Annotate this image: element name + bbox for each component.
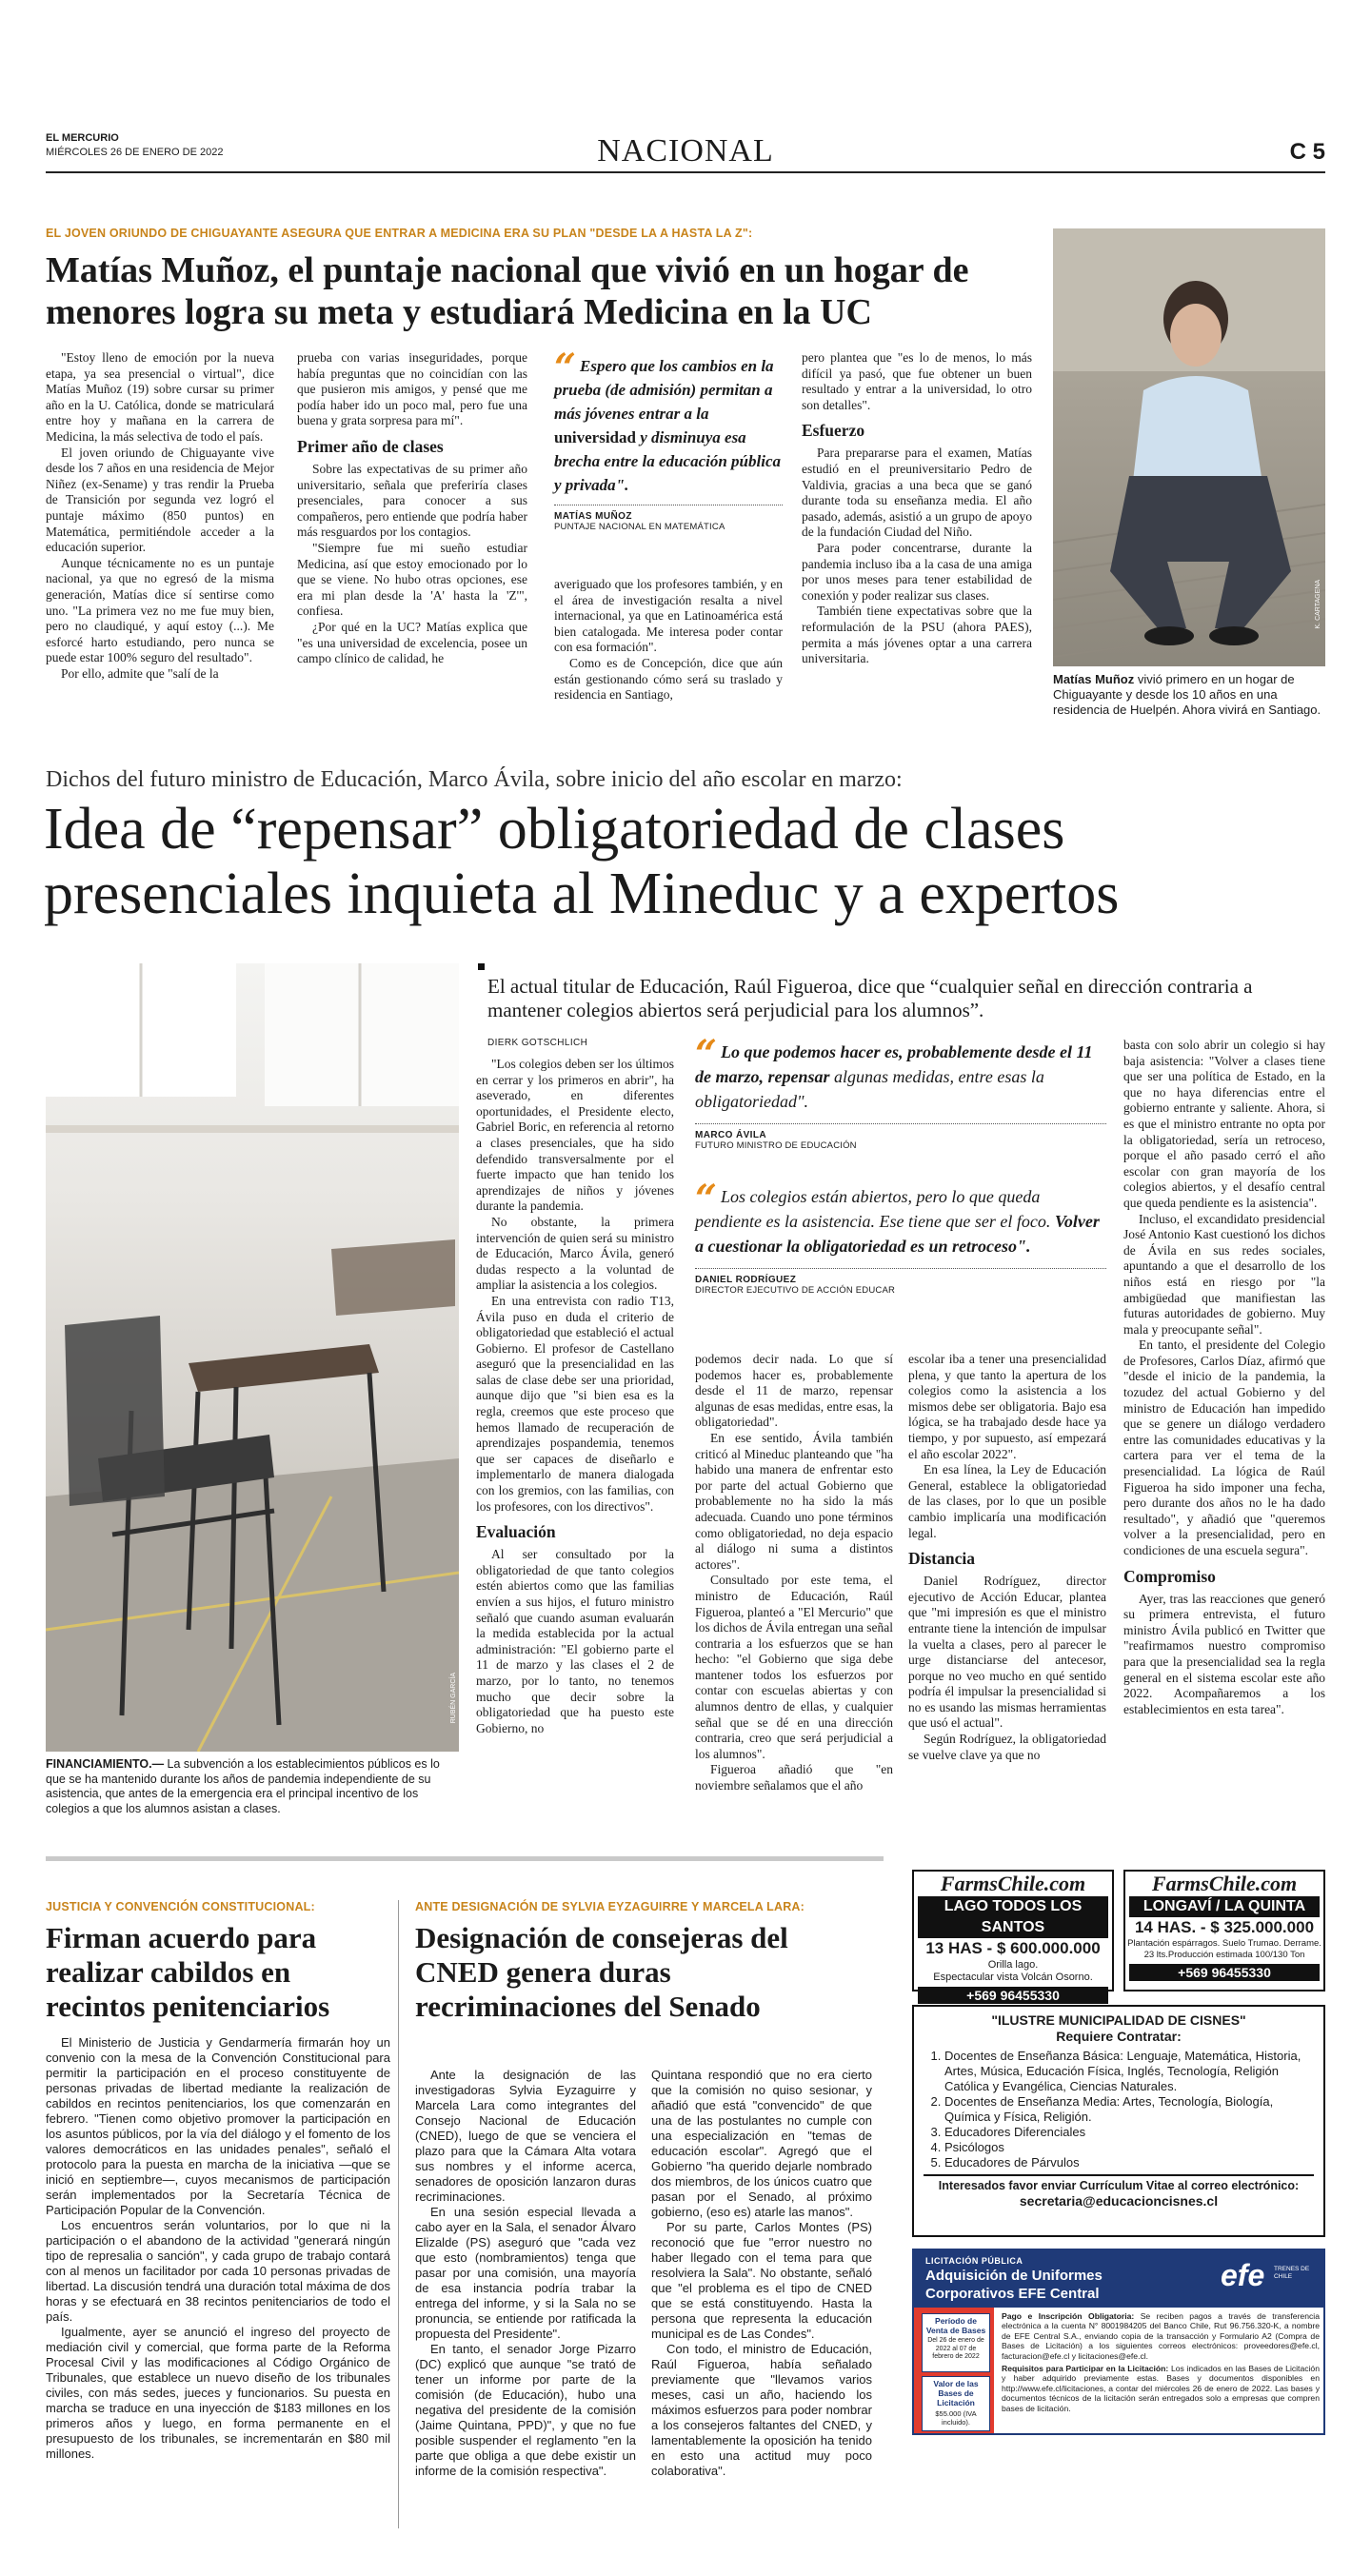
story2-byline: DIERK GOTSCHLICH bbox=[487, 1038, 588, 1048]
story1-col3: averiguado que los profesores también, y en el área de investigación resalta a nivel internacional, ya que en Latinoamérica está bien catalogada. Me interesa poder contar con esa formación". Como es de Concepción, dice que aún están gestionando cómo será su traslado y residencia en Santiago, bbox=[554, 577, 783, 703]
story4-col1: Ante la designación de las investigadoras Sylvia Eyzaguirre y Marcela Lara como integrantes del Consejo Nacional de Educación (CNED), luego de que se venciera el plazo para que la Cámara Alta votara sus nombres y el informe acerca, senadores de oposición lanzaron duras recriminaciones. En una sesión especial llevada a cabo ayer en la Sala, el senador Álvaro Elizalde (PS) aseguró que "cada vez que esto (nombramientos) tenga que pasar por una comisión, una mayoría de esa instancia podría trabar la entrega del informe, y si la Sala no se pronuncia, se entiende por ratificada la propuesta del Presidente". En tanto, el senador Jorge Pizarro (DC) explicó que aunque "se trató de tener un informe por parte de la comisión (de Educación), hubo una negativa del presidente de la comisión (Jaime Quintana, PPD)", y que no fue posible suspender el reglamento "en la parte que obliga a que debe existir un informe de la comisión respectiva". bbox=[415, 2068, 636, 2478]
column-divider bbox=[398, 1900, 399, 2528]
bullet-dot bbox=[478, 963, 485, 970]
story2-subhead-distancia: Distancia bbox=[908, 1549, 975, 1569]
story1-col2: prueba con varias inseguridades, porque había preguntas que no coincidían con las que pusieron mis amigos, y pensé que me podía haber ido un poco mal, pero fue una buena y grata sorpresa para mí". Primer año de clases Sobre las expectativas de su primer año universitario, señala que preferiría clases presenciales, para conocer a sus compañeros, pero entiende que podría haber más resguardos por los contagios. "Siempre fue mi sueño estudiar Medicina, así que estoy emocionado por lo que se viene. No hubo otras opciones, ese era mi plan desde la 'A' hasta la 'Z'", confiesa. ¿Por qué en la UC? Matías explica que "es una universidad de excelencia, posee un campo clínico de calidad, he bbox=[297, 350, 527, 666]
ad-phone: +569 96455330 bbox=[1129, 1964, 1320, 1981]
story3-kicker: JUSTICIA Y CONVENCIÓN CONSTITUCIONAL: bbox=[46, 1900, 315, 1913]
story1-pullquote: “ Espero que los cambios en la prueba (de admisión) permitan a más jóvenes entrar a la universidad y disminuya esa brecha entre la educación pública y privada". MATÍAS MUÑOZ PUNTAJE NACIONAL EN MATEMÁTICA bbox=[554, 354, 783, 532]
quote-mark-icon: “ bbox=[695, 1032, 718, 1077]
ad-price: 14 HAS. - $ 325.000.000 bbox=[1134, 1918, 1315, 1936]
story1-kicker: EL JOVEN ORIUNDO DE CHIGUAYANTE ASEGURA QUE ENTRAR A MEDICINA ERA SU PLAN "DESDE LA A HASTA LA Z": bbox=[46, 227, 753, 240]
masthead-rule bbox=[46, 171, 1325, 173]
story1-col1: "Estoy lleno de emoción por la nueva etapa, ya sea presencial o virtual", dice Matías Muñoz (19) sobre cursar su primer año en la U. Católica, donde se matriculará entre hoy y mañana en la carrera de Medicina, la más selectiva de todo el país. El joven oriundo de Chiguayante vive desde los 7 años en una residencia de Mejor Niñez (ex-Sename) y tras rendir la Prueba de Transición por segunda vez logró el puntaje máximo (850 puntos) en Matemática, permitiéndole acceder a la educación superior. Aunque técnicamente no es un puntaje nacional, ya que no egresó de la misma generación, Matías dice sí sentirse como uno. "La primera vez no me fue muy bien, pero no claudiqué, y aquí estoy (...). Me esforcé harto estudiando, pero nunca se puede estar 100% seguro del resultado". Por ello, admite que "salí de la bbox=[46, 350, 274, 681]
story2-caption: FINANCIAMIENTO.— La subvención a los establecimientos públicos es lo que se ha mantenido durante los años de pandemia independiente de su asistencia, que antes de la emergencia era el principal incentivo de los colegios a que los alumnos asistan a clases. bbox=[46, 1757, 440, 1815]
story2-subhead-compromiso: Compromiso bbox=[1123, 1566, 1216, 1586]
ad-farms-longavi: FarmsChile.com LONGAVÍ / LA QUINTA 14 HAS. - $ 325.000.000 Plantación espárragos. Suelo Trumao. Derrame. 23 lts.Producción estimada 100/130 Ton +569 96455330 bbox=[1123, 1870, 1325, 1991]
ad-brand: FarmsChile.com bbox=[1151, 1872, 1298, 1895]
quote-mark-icon: “ bbox=[554, 346, 577, 390]
story2-col2: podemos decir nada. Lo que sí podemos hacer es, probablemente desde el 11 de marzo, repensar algunas de esas medidas, entre esas, la obligatoriedad". En ese sentido, Ávila también criticó al Mineduc planteando que "ha habido una manera de enfrentar esto por parte del actual Gobierno que probablemente no ha sido la más adecuada. Cuando uno pone términos como obligatoriedad, no deja espacio al diálogo ni suma a distintos actores". Consultado por este tema, el ministro de Educación, Raúl Figueroa, planteó a "El Mercurio" que los dichos de Ávila entregan una señal contraria a los esfuerzos que se han hecho: "el Gobierno que siga debe mantener todos los esfuerzos por contar con escuelas abiertas y con alumnos dentro de ellas, y cualquier señal que se dé en una dirección contraria, creo que será perjudicial a los alumnos". Figueroa añadió que "en noviembre señalamos que el año bbox=[695, 1352, 893, 1793]
quote-source-name: MARCO ÁVILA bbox=[695, 1130, 766, 1140]
story4-col2: Quintana respondió que no era cierto que la comisión no quiso sesionar, y añadió que está "convencido" de que una de las postulantes no cumple con una especialización en "temas de educación escolar". Agregó que el Gobierno "ha querido dejarle nombrado dos miembros, de los únicos cuatro que pasan por el Senado, al próximo gobierno, (eso es) atarle las manos". Por su parte, Carlos Montes (PS) reconoció que fue "error nuestro no haber llegado con el tema para que resolviera la Sala". No obstante, señaló que "el problema es el tipo de CNED que se está constituyendo. Hasta la persona que representa la educación municipal es de Las Condes". Con todo, el ministro de Educación, Raúl Figueroa, había señalado previamente que "llevamos varios meses, casi un año, haciendo los máximos esfuerzos para poder nombrar a los consejeros faltantes del CNED, y lamentablemente la oposición ha tenido en esto una actitud muy poco colaborativa". bbox=[651, 2068, 872, 2478]
story2-col3: escolar iba a tener una presencialidad plena, y que tanto la apertura de los colegios como la asistencia a los mismos debe ser obligatoria. Bajo esa lógica, se ha trabajado desde hace ya tiempo, y por supuesto, así empezará el año escolar 2022". En esa línea, la Ley de Educación General, establece la obligatoriedad de las clases, por lo que un posible cambio implicaría una modificación legal. Distancia Daniel Rodríguez, director ejecutivo de Acción Educar, plantea que "mi impresión es que el ministro entrante tiene la intención de impulsar la vuelta a clases, pero al parecer le urge distanciarse del antecesor, porque no veo mucho en qué sentido podría él impulsar la presencialidad si no es usando las mismas herramientas que usó el actual". Según Rodríguez, la obligatoriedad se vuelve clave ya que no bbox=[908, 1352, 1106, 1762]
story1-photo bbox=[1053, 228, 1325, 666]
story2-headline-line1: Idea de “repensar” obligatoriedad de clases bbox=[44, 797, 1065, 862]
ad-title: LAGO TODOS LOS SANTOS bbox=[918, 1896, 1108, 1938]
story2-subdeck: El actual titular de Educación, Raúl Figueroa, dice que “cualquier señal en dirección contraria a mantener colegios abiertos será perjudicial para los alumnos”. bbox=[487, 975, 1253, 1021]
efe-box-periodo: Período de Venta de Bases Del 26 de enero de 2022 al 07 de febrero de 2022 bbox=[922, 2313, 990, 2372]
ad-efe-licitacion: LICITACIÓN PÚBLICA Adquisición de Uniformes Corporativos EFE Central efe TRENES DE CHILE Período de Venta de Bases Del 26 de enero de 2022 al 07 de febrero de 2022 Valor de las Bases de Licitación $55.000 (IVA incluido). Pago e Inscripción Obligatoria: Se reciben pagos a través de transferencia electrónica a la cuenta N° 8001984205 del Banco Chile, Rut 96.756.320-K, a nombre de EFE Central S.A., enviando copia de la transacción y Formulario A2 (Compra de Bases de Licitación) a los siguientes correos electrónicos: proveedores@efe.cl, facturacion@efe.cl y licitaciones@efe.cl. Requisitos para Participar en la Licitación: Los indicados en las Bases de Licitación y haber adquirido previamente estas. Bases y documentos disponibles en http://www.efe.cl/licitaciones, a contar del miércoles 26 de enero de 2022. Las bases y documentos técnicos de la licitación serán entregados solo a empresas que compren bases de licitación. bbox=[912, 2249, 1325, 2435]
story1-subhead-primer: Primer año de clases bbox=[297, 436, 444, 456]
ad-municipalidad-cisnes: "ILUSTRE MUNICIPALIDAD DE CISNES" Requiere Contratar: 1. Docentes de Enseñanza Básica: Lenguaje, Matemática, Historia, Artes, Música, Educación Física, Inglés, Tecnología, Religión Católica y Evangélica, Ciencias Naturales. 2. Docentes de Enseñanza Media: Artes, Tecnología, Biología, Química y Física, Religión. 3. Educadores Diferenciales 4. Psicólogos 5. Educadores de Párvulos Interesados favor enviar Currículum Vitae al correo electrónico: secretaria@educacioncisnes.cl bbox=[912, 2005, 1325, 2237]
story2-pullquote-2: “ Los colegios están abiertos, pero lo que queda pendiente es la asistencia. Ese tiene que ser el foco. Volver a cuestionar la obligatoriedad es un retroceso". DANIEL RODRÍGUEZ DIRECTOR EJECUTIVO DE ACCIÓN EDUCAR bbox=[695, 1184, 1106, 1296]
quote-source-role: PUNTAJE NACIONAL EN MATEMÁTICA bbox=[554, 522, 725, 532]
story3-headline: Firman acuerdo para realizar cabildos en recintos penitenciarios bbox=[46, 1921, 330, 2023]
story2-pullquote-1: “ Lo que podemos hacer es, probablemente desde el 11 de marzo, repensar algunas medidas, entre esas la obligatoriedad". MARCO ÁVILA FUTURO MINISTRO DE EDUCACIÓN bbox=[695, 1040, 1106, 1151]
page-number: C 5 bbox=[1289, 139, 1325, 165]
efe-logo-icon: efe bbox=[1221, 2258, 1265, 2292]
efe-box-valor: Valor de las Bases de Licitación $55.000 (IVA incluido). bbox=[922, 2376, 990, 2431]
section-title: NACIONAL bbox=[597, 133, 774, 168]
story3-body: El Ministerio de Justicia y Gendarmería firmarán hoy un convenio con la mesa de la Convención Constitucional para permitir la participación en el proceso constituyente de personas privadas de libertad mediante la realización de cabildos en recintos penitenciarios, los que comenzarán en febrero. "Tienen como objetivo promover la participación en los asuntos públicos, por la vía del diálogo y el fomento de los valores democráticos en las unidades penales", señaló el protocolo para la puesta en marcha de la iniciativa —que se inició en septiembre—, cuyos mecanismos de participación serán implementados por la Secretaría Técnica de Participación Popular de la Convención. Los encuentros serán voluntarios, por lo que ni la participación o el abandono de la actividad "generará ningún tipo de represalia o sanción", y cada grupo de trabajo contará con al menos un facilitador por cada 10 personas privadas de libertad. La discusión tendrá una duración total máxima de dos horas y se efectuará en 38 recintos penitenciarios de todo el país. Igualmente, ayer se anunció el ingreso del proyecto de mediación civil y comercial, que forma parte de la Reforma Procesal Civil y las modificaciones al Código Orgánico de Tribunales, que establece un nuevo diseño de los tribunales civiles, con más sedes, jueces y funcionarios. Su puesta en marcha se traduce en una inyección de $183 millones en los primeros años y luego, en forma permanente en el presupuesto de los tribunales, se incrementarán en $80 mil millones. bbox=[46, 2035, 390, 2461]
story1-caption: Matías Muñoz vivió primero en un hogar de Chiguayante y desde los 10 años en una residencia de Huelpén. Ahora vivirá en Santiago. bbox=[1053, 672, 1321, 717]
quote-source-name: DANIEL RODRÍGUEZ bbox=[695, 1275, 797, 1285]
photo-credit: K. CARTAGENA bbox=[1315, 579, 1321, 628]
quote-source-name: MATÍAS MUÑOZ bbox=[554, 511, 632, 522]
photo-credit: RUBÉN GARCÍA bbox=[450, 1672, 457, 1723]
ad-brand: FarmsChile.com bbox=[940, 1872, 1086, 1895]
masthead-date: MIÉRCOLES 26 DE ENERO DE 2022 bbox=[46, 147, 224, 158]
story4-kicker: ANTE DESIGNACIÓN DE SYLVIA EYZAGUIRRE Y MARCELA LARA: bbox=[415, 1900, 805, 1913]
story2-deck: Dichos del futuro ministro de Educación, Marco Ávila, sobre inicio del año escolar en marzo: bbox=[46, 767, 903, 792]
ad-title: LONGAVÍ / LA QUINTA bbox=[1129, 1896, 1320, 1917]
story1-headline: Matías Muñoz, el puntaje nacional que vivió en un hogar de menores logra su meta y estudiará Medicina en la UC bbox=[46, 250, 969, 332]
quote-source-role: FUTURO MINISTRO DE EDUCACIÓN bbox=[695, 1140, 857, 1151]
ad-farms-lago: FarmsChile.com LAGO TODOS LOS SANTOS 13 HAS - $ 600.000.000 Orilla lago. Espectacular vista Volcán Osorno. +569 96455330 bbox=[912, 1870, 1114, 1991]
story2-headline-line2: presenciales inquieta al Mineduc y a expertos bbox=[44, 862, 1120, 926]
story1-subhead-esfuerzo: Esfuerzo bbox=[802, 421, 865, 441]
story4-headline: Designación de consejeras del CNED genera duras recriminaciones del Senado bbox=[415, 1921, 788, 2023]
story2-subhead-evaluacion: Evaluación bbox=[476, 1522, 556, 1542]
quote-mark-icon: “ bbox=[695, 1177, 718, 1221]
story2-col4: basta con solo abrir un colegio si hay baja asistencia: "Volver a clases tiene que ser una política de Estado, en la que no haya diferencias entre el gobierno entrante y saliente. Ahora, si es que el ministro entrante no opta por la obligatoriedad, sería un retroceso, porque el año pasado cerró el año escolar con gran mayoría de los colegios abiertos, y el desafío central que queda pendiente es la asistencia". Incluso, el excandidato presidencial José Antonio Kast cuestionó los dichos de Ávila en sus redes sociales, apuntando a que el desarrollo de los niños está en riesgo por "la ambigüedad que manifiestan las futuras autoridades de gobierno. Muy mala y preocupante señal". En tanto, el presidente del Colegio de Profesores, Carlos Díaz, afirmó que "desde el inicio de la pandemia, la tozudez del actual Gobierno y del ministro de Educación han impedido que se genere un diálogo verdadero entre las comunidades educativas y la cartera para ver el tema de la presencialidad. La lógica de Raúl Figueroa ha sido imponer una fecha, pero durante dos años no le ha dado resultado", y añadió que "queremos volver a la presencialidad, pero en condiciones de una escuela segura". Compromiso Ayer, tras las reacciones que generó su primera entrevista, el futuro ministro Ávila publicó en Twitter que "reafirmamos nuestro compromiso para que la presencialidad sea la regla general en el sistema escolar este año 2022. Acompañaremos a los establecimientos en esta tarea". bbox=[1123, 1038, 1325, 1716]
story2-col1: "Los colegios deben ser los últimos en cerrar y los primeros en abrir", ha aseverado, en diferentes oportunidades, el Presidente electo, Gabriel Boric, en referencia al retorno a clases presenciales, que ha sido defendido transversalmente por el fuerte impacto que han tenido los aprendizajes de niños y jóvenes durante la pandemia. No obstante, la primera intervención de quien será su ministro de Educación, Marco Ávila, generó dudas respecto a la voluntad de ampliar la asistencia a los colegios. En una entrevista con radio T13, Ávila puso en duda el criterio de obligatoriedad que estableció el actual Gobierno. El profesor de Castellano aseguró que la presencialidad en las salas de clase debe ser una prioridad, aunque dijo que "si bien esa es la regla, creemos que este proceso que hemos llamado de recuperación de aprendizajes pospandemia, tenemos que ser capaces de diseñarlo e implementarlo de manera dialogada con los gremios, con las familias, con los profesores, con los directivos". Evaluación Al ser consultado por la obligatoriedad de que tanto colegios estén abiertos como que las familias envíen a sus hijos, el futuro ministro señaló que cuando asuman evaluarán la medida establecida por la actual administración: "El gobierno parte el 11 de marzo y las clases el 2 de marzo, por lo tanto, no tenemos mucho que decir sobre la obligatoriedad que ha puesto este Gobierno, no bbox=[476, 1057, 674, 1735]
story1-col4: pero plantea que "es lo de menos, lo más difícil ya pasó, que fue obtener un buen resultado y entrar a la universidad, lo otro son detalles". Esfuerzo Para prepararse para el examen, Matías estudió en el preuniversitario Pedro de Valdivia, gracias a una beca que se ganó durante toda su enseñanza media. El año pasado, además, asistió a un grupo de apoyo de la fundación Ciudad del Niño. Para poder concentrarse, durante la pandemia incluso iba a la casa de una amiga por unos meses para tener estabilidad de conexión y poder realizar sus clases. También tiene expectativas sobre que la reformulación de la PSU (ahora PAES), permita a más jóvenes optar a una carrera universitaria. bbox=[802, 350, 1032, 666]
quote-source-role: DIRECTOR EJECUTIVO DE ACCIÓN EDUCAR bbox=[695, 1285, 896, 1296]
masthead-paper: EL MERCURIO bbox=[46, 132, 119, 144]
story2-photo bbox=[46, 963, 459, 1752]
ad-price: 13 HAS - $ 600.000.000 bbox=[925, 1939, 1101, 1957]
ad-phone: +569 96455330 bbox=[918, 1987, 1108, 2004]
section-divider bbox=[46, 1856, 884, 1861]
